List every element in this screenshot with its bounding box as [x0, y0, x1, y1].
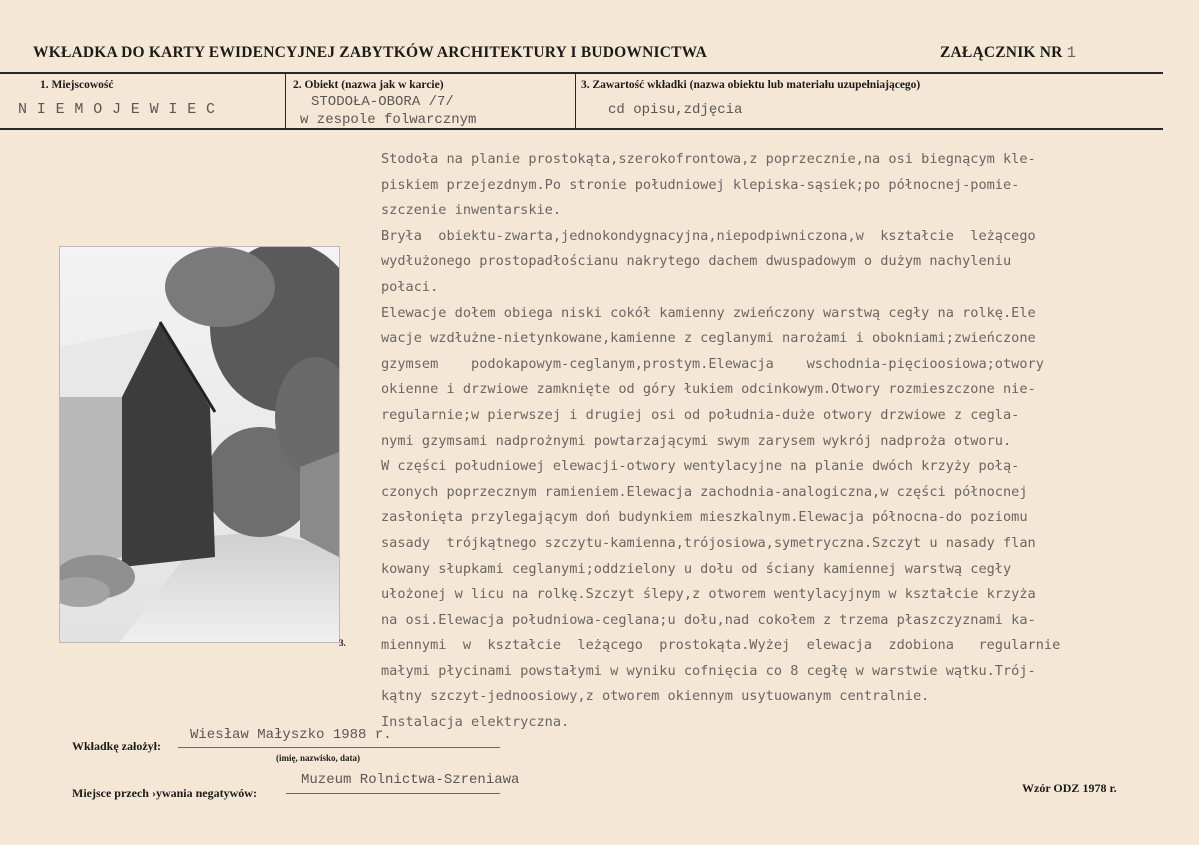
barn-photo	[59, 246, 340, 643]
description-text	[381, 147, 1181, 736]
description-line: sasady trójkątnego szczytu-kamienna,trójosiowa,symetryczna.Szczyt u nasady flan	[381, 534, 1036, 551]
created-by-hint: (imię, nazwisko, data)	[276, 753, 360, 763]
locality-value: NIEMOJEWIEC	[18, 101, 225, 118]
content-value: cd opisu,zdjęcia	[608, 102, 743, 118]
field-divider-2	[575, 74, 576, 128]
description-line: gzymsem podokapowym-ceglanym,prostym.Elewacja wschodnia-pięcioosiowa;otwory	[381, 355, 1044, 372]
description-line: czonych poprzecznym ramieniem.Elewacja zachodnia-analogiczna,w części północnej	[381, 483, 1028, 500]
description-line: wacje wzdłużne-nietynkowane,kamienne z ceglanymi narożami i obokniami;zwieńczone	[381, 330, 1036, 347]
description-line: szczenie inwentarskie.	[381, 202, 562, 219]
description-line: kowany słupkami ceglanymi;oddzielony u dołu od ściany kamiennej warstwą cegły	[381, 560, 1012, 577]
description-line: na osi.Elewacja południowa-ceglana;u dołu,nad cokołem z trzema płaszczyznami ka-	[381, 611, 1036, 628]
created-by-label: Wkładkę założył:	[72, 739, 161, 753]
description-line: małymi płycinami powstałymi w wyniku cofnięcia co 8 cegłę w warstwie wątku.Trój-	[381, 662, 1036, 679]
description-line: połaci.	[381, 278, 439, 295]
description-line: kątny szczyt-jednoosiowy,z otworem okiennym usytuowanym centralnie.	[381, 688, 930, 705]
description-line: Bryła obiektu-zwarta,jednokondygnacyjna,niepodpiwniczona,w kształcie leżącego	[381, 227, 1036, 244]
description-line: Elewacje dołem obiega niski cokół kamienny zwieńczony warstwą cegły na rolkę.Ele	[381, 304, 1036, 321]
photo-caption: 3.	[339, 638, 346, 648]
description-line: Stodoła na planie prostokąta,szerokofrontowa,z poprzecznie,na osi biegnącym kle-	[381, 151, 1036, 167]
storage-value: Muzeum Rolnictwa-Szreniawa	[301, 772, 520, 788]
attachment-number: 1	[1066, 44, 1077, 62]
content-label: 3. Zawartość wkładki (nazwa obiektu lub materiału uzupełniającego)	[581, 79, 921, 91]
object-value-line2: w zespole folwarcznym	[300, 112, 477, 128]
field-divider-1	[285, 74, 286, 128]
description-line: regularnie;w pierwszej i drugiej osi od południa-duże otwory drzwiowe z cegla-	[381, 406, 1020, 423]
object-value-line1: STODOŁA-OBORA /7/	[311, 94, 454, 110]
created-by-underline	[178, 747, 500, 748]
attachment-label	[940, 44, 1076, 62]
description-line: wydłużonego prostopadłościanu nakrytego dachem dwuspadowym o dużym nachyleniu	[381, 253, 1012, 270]
barn-photo-image	[60, 247, 339, 642]
description-line: miennymi w kształcie leżącego prostokąta.Wyżej elewacja zdobiona regularnie	[381, 637, 1061, 654]
form-reference: Wzór ODZ 1978 r.	[1022, 781, 1117, 795]
object-label: 2. Obiekt (nazwa jak w karcie)	[293, 79, 444, 91]
created-by-value: Wiesław Małyszko 1988 r.	[190, 727, 392, 743]
description-line: okienne i drzwiowe zamknięte od góry łukiem odcinkowym.Otwory rozmieszczone nie-	[381, 381, 1036, 398]
description-line: W części południowej elewacji-otwory wentylacyjne na planie dwóch krzyży połą-	[381, 458, 1020, 475]
description-line: Instalacja elektryczna.	[381, 714, 570, 731]
header-bottom-rule	[0, 128, 1163, 130]
card-title: WKŁADKA DO KARTY EWIDENCYJNEJ ZABYTKÓW ARCHITEKTURY I BUDOWNICTWA	[33, 44, 708, 61]
description-line: nymi gzymsami nadprożnymi powtarzającymi swym zarysem wykrój nadproża otworu.	[381, 432, 1012, 449]
description-line: ułożonej w licu na rolkę.Szczyt ślepy,z otworem wentylacyjnym w kształcie krzyża	[381, 586, 1036, 603]
storage-label: Miejsce przech ›ywania negatywów:	[72, 786, 257, 800]
header-top-rule	[0, 72, 1163, 74]
locality-label: 1. Miejscowość	[40, 79, 114, 91]
description-line: zasłonięta przylegającym doń budynkiem mieszkalnym.Elewacja północna-do poziomu	[381, 509, 1028, 526]
storage-underline	[286, 793, 500, 794]
attachment-label-text: ZAŁĄCZNIK NR	[940, 44, 1063, 61]
description-line: piskiem przejezdnym.Po stronie południowej klepiska-sąsiek;po północnej-pomie-	[381, 176, 1020, 193]
